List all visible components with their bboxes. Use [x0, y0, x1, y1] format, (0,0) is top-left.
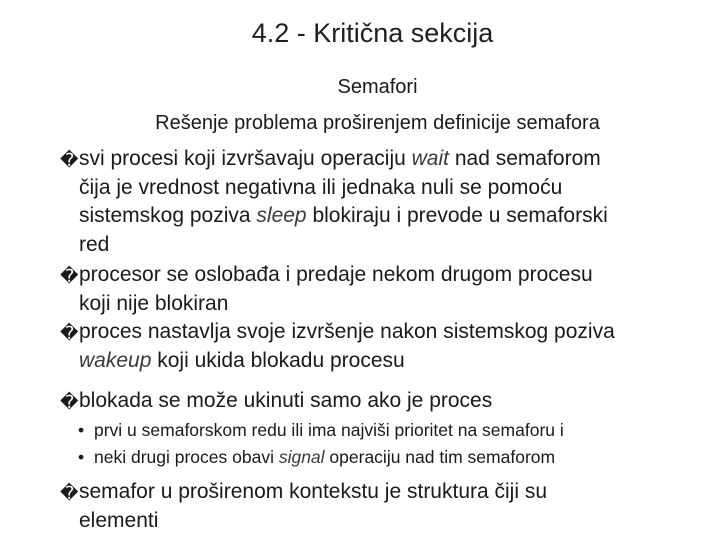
bullet-item [60, 387, 700, 416]
bullet-text-line: semafor u proširenom kontekstu je struktura čiji su [79, 480, 548, 503]
bullet-item [60, 478, 700, 535]
keyword-wait: wait [411, 147, 449, 170]
bullet-marker-icon: � [60, 323, 79, 344]
sub-bullet-dot-icon: • [78, 420, 85, 440]
bullet-marker-icon: � [60, 392, 79, 413]
slide-subheading: Rešenje problema proširenjem definicije semafora [155, 112, 600, 134]
bullet-text-line: wakeup koji ukida blokadu procesu [79, 348, 405, 372]
bullet-text-line: sistemskog poziva sleep blokiraju i prevode u semaforski [79, 204, 608, 227]
bullet-marker-icon: � [60, 150, 79, 171]
bullet-item [60, 145, 700, 259]
slide-subtitle: Semafori [337, 76, 418, 98]
bullet-marker-icon: � [60, 266, 79, 287]
sub-bullet-text: prvi u semaforskom redu ili ima najviši prioritet na semaforu i [94, 420, 564, 440]
bullet-item [60, 318, 700, 375]
bullet-text-line: svi procesi koji izvršavaju operaciju wait nad semaforom [79, 147, 601, 170]
sub-bullet-item [78, 419, 718, 441]
bullet-text-line: blokada se može ukinuti samo ako je proces [79, 389, 493, 412]
sub-bullet-item: • neki drugi proces obavi signal operaciju nad tim semaforom [78, 447, 556, 467]
slide-title: 4.2 - Kritična sekcija [251, 18, 494, 48]
sub-bullet-dot-icon: • [78, 447, 85, 467]
bullet-text-line: procesor se oslobađa i predaje nekom drugom procesu [79, 263, 593, 286]
bullet-text-line: čija je vrednost negativna ili jednaka nuli se pomoću [79, 175, 563, 199]
keyword-signal: signal [278, 447, 325, 467]
keyword-sleep: sleep [256, 204, 307, 227]
bullet-text-line: proces nastavlja svoje izvršenje nakon sistemskog poziva [79, 320, 615, 343]
bullet-text-line: elementi [79, 508, 159, 532]
bullet-marker-icon: � [60, 483, 79, 504]
keyword-wakeup: wakeup [79, 348, 152, 372]
bullet-text-line: koji nije blokiran [79, 291, 229, 315]
bullet-text-line: red [79, 232, 110, 256]
bullet-item [60, 261, 700, 318]
